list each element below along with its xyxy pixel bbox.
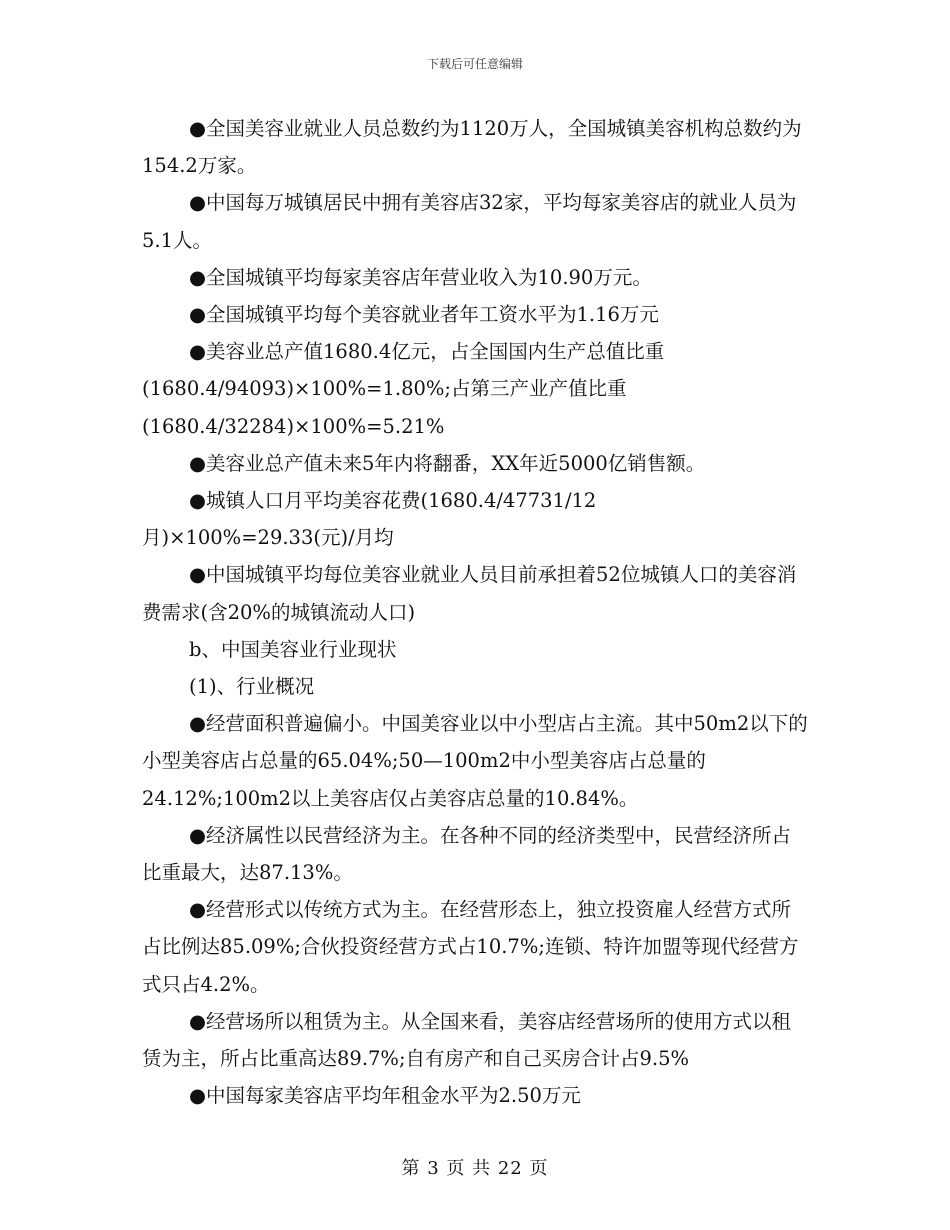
paragraph: ●经营场所以租赁为主。从全国来看，美容店经营场所的使用方式以租赁为主，所占比重高达89.7%;自有房产和自己买房合计占9.5% (142, 1009, 792, 1071)
paragraph: ●经营面积普遍偏小。中国美容业以中小型店占主流。其中50m2以下的小型美容店占总量的65.04%;50—100m2中小型美容店占总量的24.12%;100m2以上美容店仅占美容店总量的10.84%。 (142, 712, 808, 810)
paragraph: ●美容业总产值未来5年内将翻番，XX年近5000亿销售额。 (189, 451, 706, 475)
paragraph: ●中国每万城镇居民中拥有美容店32家，平均每家美容店的就业人员为5.1人。 (142, 191, 797, 252)
paragraph-continuation: (1680.4/32284)×100%=5.21% (142, 414, 445, 438)
paragraph: ●美容业总产值1680.4亿元，占全国国内生产总值比重 (189, 340, 665, 364)
page-header: 下载后可任意编辑 (426, 57, 523, 71)
paragraph: ●经营形式以传统方式为主。在经营形态上，独立投资雇人经营方式所占比例达85.09%;合伙投资经营方式占10.7%;连锁、特许加盟等现代经营方式只占4.2%。 (142, 898, 799, 996)
paragraph: ●经济属性以民营经济为主。在各种不同的经济类型中，民营经济所占比重最大，达87.13%。 (142, 823, 792, 885)
subsection-heading: (1)、行业概况 (189, 675, 315, 699)
paragraph-continuation: (1680.4/94093)×100%=1.80%;占第三产业产值比重 (142, 377, 627, 401)
paragraph: ●城镇人口月平均美容花费(1680.4/47731/12 (189, 489, 597, 513)
paragraph: ●中国每家美容店平均年租金水平为2.50万元 (189, 1084, 581, 1108)
paragraph-continuation: 月)×100%=29.33(元)/月均 (142, 526, 394, 550)
paragraph: ●中国城镇平均每位美容业就业人员目前承担着52位城镇人口的美容消费需求(含20%的城镇流动人口) (142, 563, 797, 624)
page-footer: 第 3 页 共 22 页 (401, 1158, 549, 1179)
document-body (142, 110, 810, 1114)
paragraph: ●全国城镇平均每家美容店年营业收入为10.90万元。 (189, 265, 652, 289)
paragraph: ●全国美容业就业人员总数约为1120万人，全国城镇美容机构总数约为154.2万家。 (142, 117, 802, 178)
section-heading: b、中国美容业行业现状 (189, 637, 397, 661)
paragraph: ●全国城镇平均每个美容就业者年工资水平为1.16万元 (189, 303, 659, 327)
